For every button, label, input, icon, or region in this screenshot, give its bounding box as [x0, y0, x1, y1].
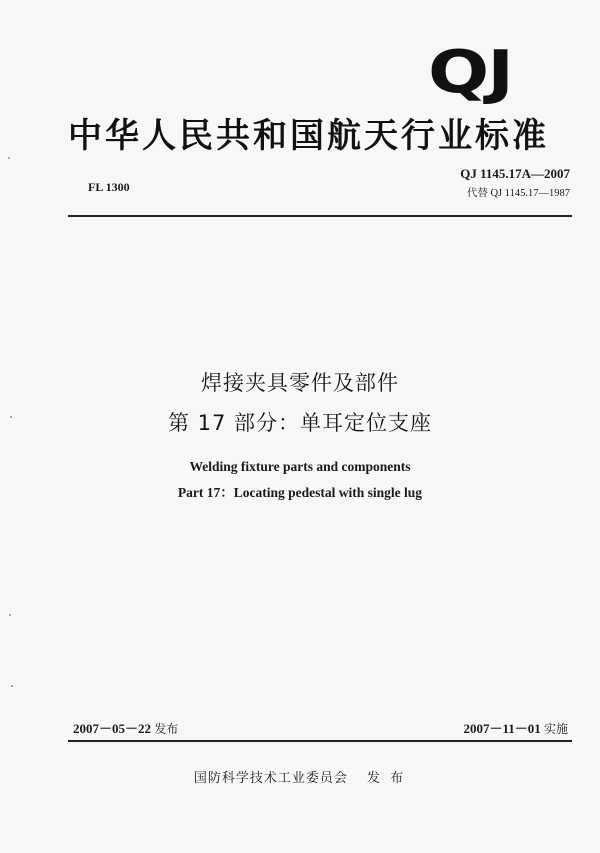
issuer-name: 国防科学技术工业委员会	[193, 771, 348, 786]
issue-date: 2007－05－22	[73, 721, 152, 736]
effective-date: 2007－11－01	[463, 721, 541, 736]
replaces-note: 代替 QJ 1145.17—1987	[466, 188, 570, 199]
effective-date-block	[463, 718, 568, 737]
classification-code: FL 1300	[88, 180, 130, 194]
en-title-line1: Welding fixture parts and components	[189, 459, 411, 474]
issuer-action: 发 布	[367, 771, 407, 786]
standard-number: QJ 1145.17A—2007	[460, 166, 570, 181]
publisher-line	[0, 767, 600, 786]
qj-logo: QJ	[428, 37, 512, 106]
cn-title-line2: 第 17 部分：单耳定位支座	[167, 411, 433, 435]
cn-title-line1: 焊接夹具零件及部件	[201, 371, 399, 395]
footer-divider	[68, 740, 572, 742]
effective-label: 实施	[543, 722, 568, 736]
scan-speck	[8, 157, 10, 159]
issue-label: 发布	[154, 722, 179, 736]
scan-speck	[10, 416, 12, 418]
standard-code-block	[460, 166, 570, 200]
standard-type-title: 中华人民共和国航天行业标准	[68, 116, 549, 156]
issue-date-block	[73, 718, 178, 737]
scan-speck	[9, 614, 11, 616]
scan-speck	[11, 685, 13, 687]
header-divider	[68, 215, 572, 217]
en-title-line2: Part 17：Locating pedestal with single lug	[177, 485, 423, 500]
